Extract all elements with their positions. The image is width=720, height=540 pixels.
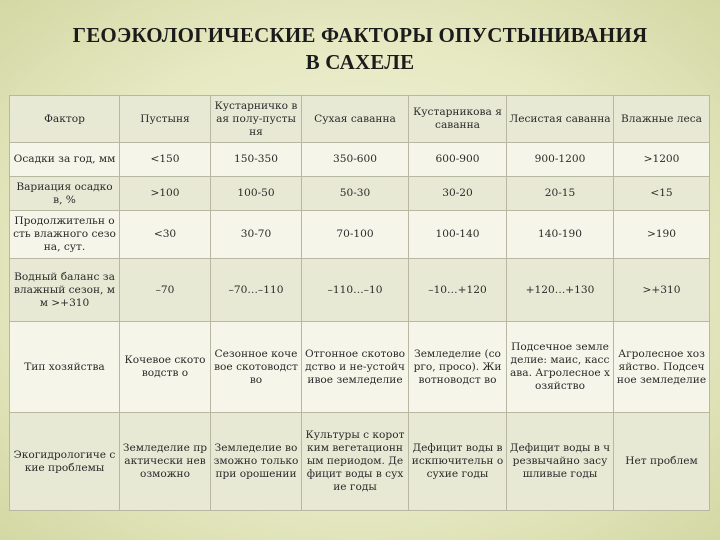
table-cell: Дефицит воды в искпючительн о сухие годы bbox=[409, 413, 507, 511]
table-cell: +120…+130 bbox=[507, 259, 614, 322]
table-cell: >+310 bbox=[614, 259, 710, 322]
table-cell: >1200 bbox=[614, 143, 710, 177]
factor-cell: Экогидрологиче ские проблемы bbox=[10, 413, 120, 511]
table-row bbox=[10, 211, 710, 259]
table-cell: Кочевое скотоводств о bbox=[120, 322, 211, 413]
table-cell: –70 bbox=[120, 259, 211, 322]
table-header-row bbox=[10, 96, 710, 143]
table-cell: 350-600 bbox=[302, 143, 409, 177]
table-cell: –10…+120 bbox=[409, 259, 507, 322]
table-row bbox=[10, 413, 710, 511]
table-cell: –70…–110 bbox=[211, 259, 302, 322]
table-row bbox=[10, 177, 710, 211]
table-row bbox=[10, 143, 710, 177]
table-cell: 900-1200 bbox=[507, 143, 614, 177]
table-cell: >190 bbox=[614, 211, 710, 259]
table-cell: <150 bbox=[120, 143, 211, 177]
table-cell: Земледелие практически невозможно bbox=[120, 413, 211, 511]
header-cell: Сухая саванна bbox=[302, 96, 409, 143]
table-cell: Дефицит воды в чрезвычайно засушливые годы bbox=[507, 413, 614, 511]
table-cell: 140-190 bbox=[507, 211, 614, 259]
header-cell: Кустарникова я саванна bbox=[409, 96, 507, 143]
table-cell: Земледелие (сорго, просо). Животноводст во bbox=[409, 322, 507, 413]
header-cell: Пустыня bbox=[120, 96, 211, 143]
table-cell: >100 bbox=[120, 177, 211, 211]
table-cell: Земледелие возможно только при орошении bbox=[211, 413, 302, 511]
table-cell: Агролесное хозяйство. Подсечное земледелие bbox=[614, 322, 710, 413]
table-cell: 100-50 bbox=[211, 177, 302, 211]
table-row bbox=[10, 322, 710, 413]
table-cell: Нет проблем bbox=[614, 413, 710, 511]
table-cell: 70-100 bbox=[302, 211, 409, 259]
table-cell: <30 bbox=[120, 211, 211, 259]
factor-cell: Осадки за год, мм bbox=[10, 143, 120, 177]
header-cell: Влажные леса bbox=[614, 96, 710, 143]
header-cell: Кустарничко вая полу-пустыня bbox=[211, 96, 302, 143]
factor-cell: Водный баланс за влажный сезон, мм >+310 bbox=[10, 259, 120, 322]
factors-table bbox=[9, 95, 710, 511]
header-cell: Лесистая саванна bbox=[507, 96, 614, 143]
table-cell: Сезонное кочевое скотоводство bbox=[211, 322, 302, 413]
table-cell: <15 bbox=[614, 177, 710, 211]
table-cell: Отгонное скотоводство и не-устойчивое земледелие bbox=[302, 322, 409, 413]
table-cell: Культуры с коротким вегетационным периодом. Дефицит воды в сухие годы bbox=[302, 413, 409, 511]
table-cell: 30-70 bbox=[211, 211, 302, 259]
table-cell: 30-20 bbox=[409, 177, 507, 211]
table-cell: 20-15 bbox=[507, 177, 614, 211]
table-cell: 50-30 bbox=[302, 177, 409, 211]
title-line-2: В САХЕЛЕ bbox=[305, 50, 415, 74]
factor-cell: Продолжительн ость влажного сезона, сут. bbox=[10, 211, 120, 259]
table-cell: –110…–10 bbox=[302, 259, 409, 322]
factor-cell: Тип хозяйства bbox=[10, 322, 120, 413]
header-cell: Фактор bbox=[10, 96, 120, 143]
table-cell: 150-350 bbox=[211, 143, 302, 177]
table-row bbox=[10, 259, 710, 322]
table-cell: 600-900 bbox=[409, 143, 507, 177]
table-cell: Подсечное земледелие: маис, кассава. Агролесное хозяйство bbox=[507, 322, 614, 413]
factor-cell: Вариация осадков, % bbox=[10, 177, 120, 211]
table-cell: 100-140 bbox=[409, 211, 507, 259]
page-title bbox=[0, 22, 720, 76]
title-line-1: ГЕОЭКОЛОГИЧЕСКИЕ ФАКТОРЫ ОПУСТЫНИВАНИЯ bbox=[72, 23, 648, 47]
